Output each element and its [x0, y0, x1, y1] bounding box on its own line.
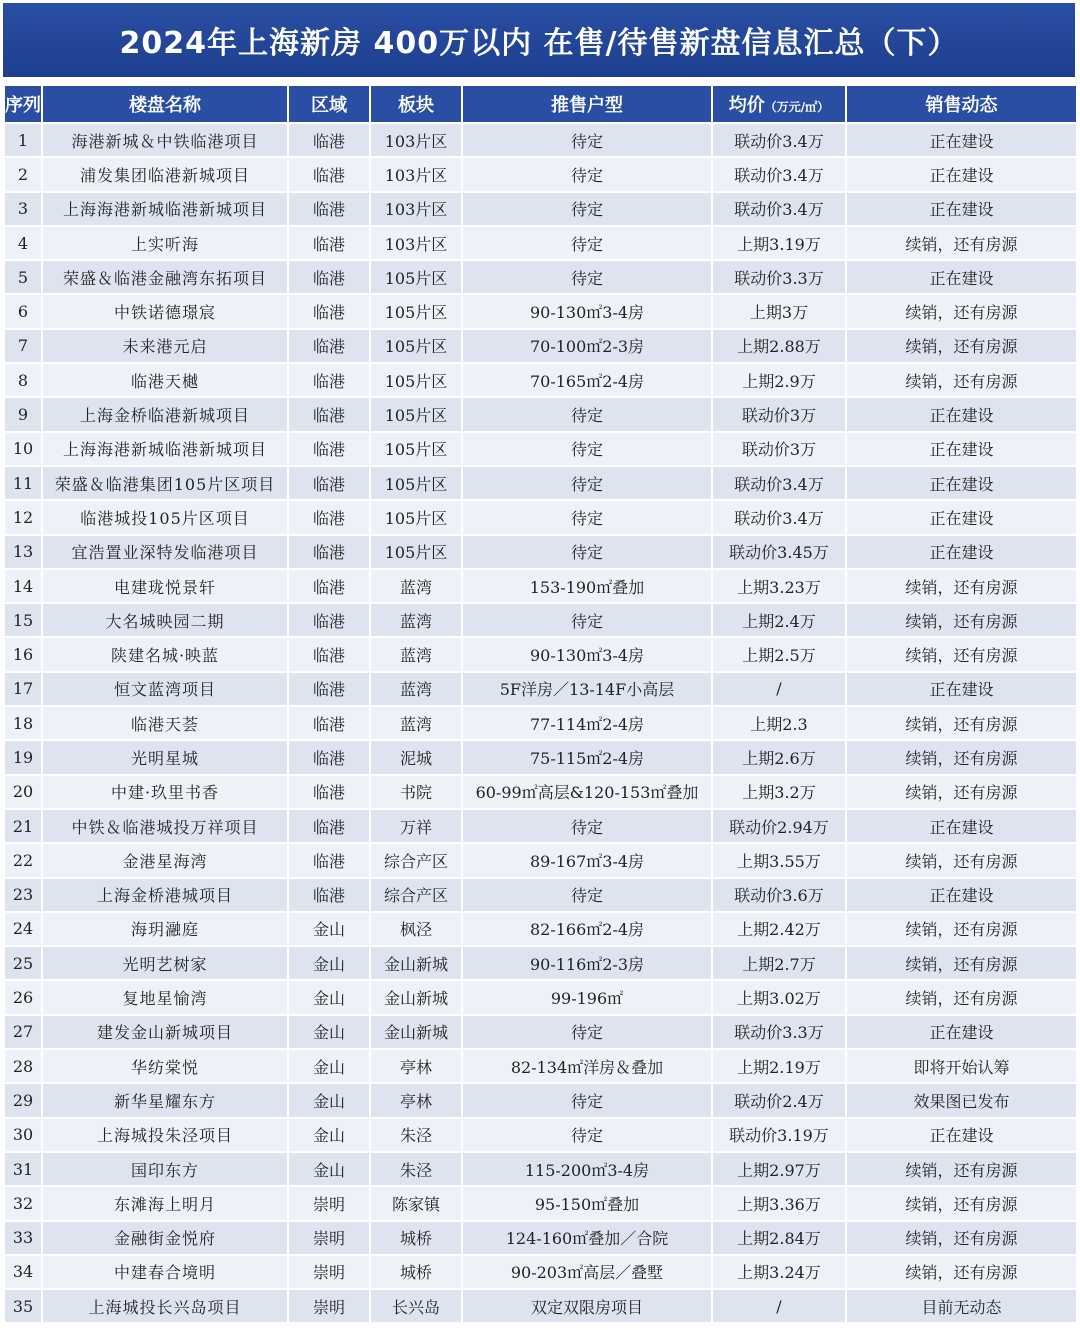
cell-district: 临港 — [288, 878, 370, 912]
table-row — [4, 1186, 1077, 1220]
cell-price: 上期3万 — [712, 294, 846, 328]
table-row — [4, 192, 1077, 226]
cell-district: 临港 — [288, 397, 370, 431]
cell-unit-type: 待定 — [462, 1083, 712, 1117]
cell-name: 金港星海湾 — [42, 843, 288, 877]
cell-status: 效果图已发布 — [846, 1083, 1077, 1117]
cell-unit-type: 115-200㎡3-4房 — [462, 1152, 712, 1186]
cell-district: 临港 — [288, 672, 370, 706]
cell-status: 正在建设 — [846, 500, 1077, 534]
cell-district: 临港 — [288, 500, 370, 534]
cell-block: 陈家镇 — [370, 1186, 462, 1220]
cell-price: 联动价3.3万 — [712, 260, 846, 294]
cell-district: 金山 — [288, 980, 370, 1014]
table-row — [4, 809, 1077, 843]
cell-price: 联动价3.3万 — [712, 1015, 846, 1049]
cell-name: 上海海港新城临港新城项目 — [42, 192, 288, 226]
cell-seq: 22 — [4, 843, 42, 877]
cell-price: 联动价2.94万 — [712, 809, 846, 843]
cell-name: 大名城映园二期 — [42, 603, 288, 637]
cell-name: 光明艺树家 — [42, 946, 288, 980]
cell-district: 金山 — [288, 946, 370, 980]
cell-price: 上期2.7万 — [712, 946, 846, 980]
cell-seq: 35 — [4, 1289, 42, 1323]
cell-name: 中铁＆临港城投万祥项目 — [42, 809, 288, 843]
header-status: 销售动态 — [846, 85, 1077, 123]
cell-seq: 19 — [4, 740, 42, 774]
cell-status: 正在建设 — [846, 157, 1077, 191]
table-row — [4, 878, 1077, 912]
cell-block: 亭林 — [370, 1083, 462, 1117]
cell-block: 105片区 — [370, 500, 462, 534]
cell-unit-type: 双定双限房项目 — [462, 1289, 712, 1323]
cell-name: 华纺棠悦 — [42, 1049, 288, 1083]
header-unit-type: 推售户型 — [462, 85, 712, 123]
cell-name: 中建·玖里书香 — [42, 775, 288, 809]
cell-block: 金山新城 — [370, 1015, 462, 1049]
cell-district: 临港 — [288, 740, 370, 774]
cell-name: 电建珑悦景轩 — [42, 569, 288, 603]
cell-seq: 20 — [4, 775, 42, 809]
cell-status: 续销，还有房源 — [846, 637, 1077, 671]
cell-district: 临港 — [288, 363, 370, 397]
cell-seq: 16 — [4, 637, 42, 671]
table-row — [4, 912, 1077, 946]
cell-status: 正在建设 — [846, 123, 1077, 157]
cell-district: 临港 — [288, 466, 370, 500]
cell-block: 泥城 — [370, 740, 462, 774]
table-row — [4, 363, 1077, 397]
cell-block: 城桥 — [370, 1221, 462, 1255]
cell-name: 海玥瀜庭 — [42, 912, 288, 946]
cell-district: 金山 — [288, 1015, 370, 1049]
table-row — [4, 603, 1077, 637]
cell-name: 上实听海 — [42, 226, 288, 260]
cell-unit-type: 5F洋房／13-14F小高层 — [462, 672, 712, 706]
cell-seq: 32 — [4, 1186, 42, 1220]
table-row — [4, 1152, 1077, 1186]
cell-status: 续销，还有房源 — [846, 912, 1077, 946]
cell-price: 联动价3万 — [712, 397, 846, 431]
cell-status: 正在建设 — [846, 1118, 1077, 1152]
cell-block: 105片区 — [370, 535, 462, 569]
cell-name: 光明星城 — [42, 740, 288, 774]
cell-price: 联动价3.45万 — [712, 535, 846, 569]
cell-block: 105片区 — [370, 432, 462, 466]
header-block: 板块 — [370, 85, 462, 123]
cell-name: 荣盛＆临港金融湾东拓项目 — [42, 260, 288, 294]
table-row — [4, 1118, 1077, 1152]
cell-block: 蓝湾 — [370, 672, 462, 706]
table-row — [4, 946, 1077, 980]
cell-price: 上期3.19万 — [712, 226, 846, 260]
cell-name: 临港天樾 — [42, 363, 288, 397]
cell-seq: 11 — [4, 466, 42, 500]
cell-district: 临港 — [288, 603, 370, 637]
cell-district: 崇明 — [288, 1289, 370, 1323]
cell-unit-type: 待定 — [462, 603, 712, 637]
cell-status: 续销，还有房源 — [846, 603, 1077, 637]
table-row — [4, 1221, 1077, 1255]
cell-status: 续销，还有房源 — [846, 1152, 1077, 1186]
cell-block: 综合产区 — [370, 878, 462, 912]
cell-name: 临港天荟 — [42, 706, 288, 740]
cell-block: 105片区 — [370, 466, 462, 500]
cell-unit-type: 待定 — [462, 500, 712, 534]
header-district: 区域 — [288, 85, 370, 123]
cell-price: 联动价3.4万 — [712, 500, 846, 534]
cell-block: 万祥 — [370, 809, 462, 843]
cell-block: 朱泾 — [370, 1152, 462, 1186]
table-row — [4, 980, 1077, 1014]
table-row — [4, 157, 1077, 191]
cell-seq: 23 — [4, 878, 42, 912]
cell-status: 正在建设 — [846, 260, 1077, 294]
cell-seq: 27 — [4, 1015, 42, 1049]
cell-district: 金山 — [288, 1152, 370, 1186]
cell-district: 临港 — [288, 637, 370, 671]
cell-status: 正在建设 — [846, 809, 1077, 843]
cell-price: 上期2.4万 — [712, 603, 846, 637]
cell-seq: 25 — [4, 946, 42, 980]
cell-price: 联动价3.4万 — [712, 192, 846, 226]
cell-unit-type: 待定 — [462, 466, 712, 500]
table-row — [4, 123, 1077, 157]
table-row — [4, 1015, 1077, 1049]
cell-unit-type: 153-190㎡叠加 — [462, 569, 712, 603]
table-row — [4, 329, 1077, 363]
cell-price: 联动价3.6万 — [712, 878, 846, 912]
cell-district: 临港 — [288, 226, 370, 260]
cell-status: 续销，还有房源 — [846, 980, 1077, 1014]
cell-seq: 6 — [4, 294, 42, 328]
cell-district: 崇明 — [288, 1221, 370, 1255]
cell-block: 亭林 — [370, 1049, 462, 1083]
cell-name: 复地星愉湾 — [42, 980, 288, 1014]
cell-name: 上海金桥港城项目 — [42, 878, 288, 912]
cell-name: 浦发集团临港新城项目 — [42, 157, 288, 191]
cell-unit-type: 待定 — [462, 878, 712, 912]
cell-unit-type: 待定 — [462, 1118, 712, 1152]
cell-status: 续销，还有房源 — [846, 740, 1077, 774]
cell-price: 联动价2.4万 — [712, 1083, 846, 1117]
cell-block: 105片区 — [370, 294, 462, 328]
cell-name: 宜浩置业深特发临港项目 — [42, 535, 288, 569]
cell-status: 正在建设 — [846, 397, 1077, 431]
cell-district: 崇明 — [288, 1255, 370, 1289]
cell-name: 未来港元启 — [42, 329, 288, 363]
cell-district: 临港 — [288, 329, 370, 363]
cell-unit-type: 95-150㎡叠加 — [462, 1186, 712, 1220]
cell-unit-type: 待定 — [462, 157, 712, 191]
cell-price: 上期2.42万 — [712, 912, 846, 946]
cell-name: 陕建名城·映蓝 — [42, 637, 288, 671]
cell-status: 续销，还有房源 — [846, 1186, 1077, 1220]
cell-block: 书院 — [370, 775, 462, 809]
cell-price: 上期2.19万 — [712, 1049, 846, 1083]
cell-name: 新华星耀东方 — [42, 1083, 288, 1117]
cell-status: 目前无动态 — [846, 1289, 1077, 1323]
cell-unit-type: 待定 — [462, 535, 712, 569]
cell-district: 临港 — [288, 775, 370, 809]
cell-price: 上期3.02万 — [712, 980, 846, 1014]
cell-unit-type: 待定 — [462, 123, 712, 157]
cell-unit-type: 60-99㎡高层&120-153㎡叠加 — [462, 775, 712, 809]
cell-name: 东滩海上明月 — [42, 1186, 288, 1220]
cell-status: 续销，还有房源 — [846, 569, 1077, 603]
cell-unit-type: 待定 — [462, 809, 712, 843]
cell-status: 续销，还有房源 — [846, 329, 1077, 363]
cell-seq: 8 — [4, 363, 42, 397]
cell-unit-type: 待定 — [462, 260, 712, 294]
cell-status: 正在建设 — [846, 1015, 1077, 1049]
table-row — [4, 1083, 1077, 1117]
cell-seq: 26 — [4, 980, 42, 1014]
cell-status: 续销，还有房源 — [846, 363, 1077, 397]
cell-price: 联动价3万 — [712, 432, 846, 466]
cell-block: 105片区 — [370, 260, 462, 294]
cell-price: 上期2.97万 — [712, 1152, 846, 1186]
cell-price: 上期2.84万 — [712, 1221, 846, 1255]
header-name: 楼盘名称 — [42, 85, 288, 123]
cell-block: 103片区 — [370, 192, 462, 226]
cell-status: 正在建设 — [846, 535, 1077, 569]
cell-seq: 28 — [4, 1049, 42, 1083]
cell-name: 上海城投长兴岛项目 — [42, 1289, 288, 1323]
table-row — [4, 843, 1077, 877]
cell-price: 上期2.9万 — [712, 363, 846, 397]
cell-name: 金融街金悦府 — [42, 1221, 288, 1255]
cell-name: 国印东方 — [42, 1152, 288, 1186]
cell-price: 联动价3.4万 — [712, 157, 846, 191]
cell-seq: 31 — [4, 1152, 42, 1186]
cell-unit-type: 70-100㎡2-3房 — [462, 329, 712, 363]
cell-unit-type: 待定 — [462, 192, 712, 226]
table-row — [4, 672, 1077, 706]
table-row — [4, 466, 1077, 500]
cell-district: 临港 — [288, 432, 370, 466]
table-row — [4, 740, 1077, 774]
cell-price: 联动价3.19万 — [712, 1118, 846, 1152]
cell-district: 临港 — [288, 706, 370, 740]
cell-price: 上期2.6万 — [712, 740, 846, 774]
cell-block: 蓝湾 — [370, 637, 462, 671]
cell-block: 103片区 — [370, 157, 462, 191]
cell-name: 临港城投105片区项目 — [42, 500, 288, 534]
page-title: 2024年上海新房 400万以内 在售/待售新盘信息汇总（下） — [3, 3, 1075, 77]
table-row — [4, 500, 1077, 534]
cell-block: 103片区 — [370, 226, 462, 260]
cell-status: 正在建设 — [846, 878, 1077, 912]
cell-seq: 33 — [4, 1221, 42, 1255]
cell-price: 上期3.2万 — [712, 775, 846, 809]
table-row — [4, 706, 1077, 740]
table-row — [4, 432, 1077, 466]
cell-block: 长兴岛 — [370, 1289, 462, 1323]
cell-unit-type: 82-134㎡洋房＆叠加 — [462, 1049, 712, 1083]
cell-seq: 10 — [4, 432, 42, 466]
cell-district: 临港 — [288, 260, 370, 294]
table-header-row — [4, 85, 1077, 123]
cell-unit-type: 90-130㎡3-4房 — [462, 637, 712, 671]
cell-seq: 4 — [4, 226, 42, 260]
cell-district: 临港 — [288, 192, 370, 226]
cell-district: 临港 — [288, 809, 370, 843]
cell-seq: 7 — [4, 329, 42, 363]
cell-block: 蓝湾 — [370, 569, 462, 603]
cell-status: 正在建设 — [846, 432, 1077, 466]
cell-unit-type: 70-165㎡2-4房 — [462, 363, 712, 397]
cell-unit-type: 90-130㎡3-4房 — [462, 294, 712, 328]
cell-name: 上海海港新城临港新城项目 — [42, 432, 288, 466]
housing-table — [3, 84, 1078, 1324]
cell-status: 即将开始认筹 — [846, 1049, 1077, 1083]
cell-seq: 2 — [4, 157, 42, 191]
cell-price: / — [712, 672, 846, 706]
cell-seq: 34 — [4, 1255, 42, 1289]
cell-name: 建发金山新城项目 — [42, 1015, 288, 1049]
cell-district: 金山 — [288, 1049, 370, 1083]
cell-seq: 15 — [4, 603, 42, 637]
cell-status: 续销，还有房源 — [846, 706, 1077, 740]
header-price-unit: （万元/㎡） — [764, 100, 830, 114]
cell-status: 正在建设 — [846, 672, 1077, 706]
cell-name: 海港新城＆中铁临港项目 — [42, 123, 288, 157]
table-row — [4, 226, 1077, 260]
cell-block: 金山新城 — [370, 946, 462, 980]
cell-price: 上期3.24万 — [712, 1255, 846, 1289]
cell-price: 联动价3.4万 — [712, 123, 846, 157]
cell-district: 临港 — [288, 294, 370, 328]
cell-price: 上期3.23万 — [712, 569, 846, 603]
cell-block: 综合产区 — [370, 843, 462, 877]
table-row — [4, 1255, 1077, 1289]
cell-seq: 17 — [4, 672, 42, 706]
cell-price: 上期3.55万 — [712, 843, 846, 877]
cell-block: 105片区 — [370, 397, 462, 431]
cell-district: 崇明 — [288, 1186, 370, 1220]
table-row — [4, 1289, 1077, 1323]
table-row — [4, 1049, 1077, 1083]
cell-seq: 1 — [4, 123, 42, 157]
header-price-label: 均价 — [728, 95, 765, 116]
cell-price: 上期2.3 — [712, 706, 846, 740]
cell-seq: 14 — [4, 569, 42, 603]
cell-block: 金山新城 — [370, 980, 462, 1014]
cell-unit-type: 99-196㎡ — [462, 980, 712, 1014]
cell-status: 续销，还有房源 — [846, 1221, 1077, 1255]
cell-block: 103片区 — [370, 123, 462, 157]
cell-block: 朱泾 — [370, 1118, 462, 1152]
cell-unit-type: 90-116㎡2-3房 — [462, 946, 712, 980]
cell-unit-type: 77-114㎡2-4房 — [462, 706, 712, 740]
cell-status: 正在建设 — [846, 192, 1077, 226]
cell-name: 中铁诺德璟宸 — [42, 294, 288, 328]
cell-seq: 30 — [4, 1118, 42, 1152]
cell-status: 续销，还有房源 — [846, 1255, 1077, 1289]
cell-seq: 13 — [4, 535, 42, 569]
cell-seq: 29 — [4, 1083, 42, 1117]
table-row — [4, 775, 1077, 809]
cell-seq: 9 — [4, 397, 42, 431]
cell-unit-type: 待定 — [462, 1015, 712, 1049]
cell-price: / — [712, 1289, 846, 1323]
cell-name: 上海金桥临港新城项目 — [42, 397, 288, 431]
cell-name: 上海城投朱泾项目 — [42, 1118, 288, 1152]
cell-block: 枫泾 — [370, 912, 462, 946]
cell-district: 临港 — [288, 843, 370, 877]
header-price — [712, 85, 846, 123]
cell-seq: 12 — [4, 500, 42, 534]
cell-seq: 5 — [4, 260, 42, 294]
cell-unit-type: 90-203㎡高层／叠墅 — [462, 1255, 712, 1289]
cell-unit-type: 124-160㎡叠加／合院 — [462, 1221, 712, 1255]
cell-seq: 18 — [4, 706, 42, 740]
cell-unit-type: 待定 — [462, 432, 712, 466]
table-body — [4, 123, 1077, 1323]
cell-district: 临港 — [288, 123, 370, 157]
cell-unit-type: 待定 — [462, 226, 712, 260]
cell-block: 城桥 — [370, 1255, 462, 1289]
cell-status: 续销，还有房源 — [846, 946, 1077, 980]
cell-name: 恒文蓝湾项目 — [42, 672, 288, 706]
cell-block: 蓝湾 — [370, 706, 462, 740]
cell-unit-type: 82-166㎡2-4房 — [462, 912, 712, 946]
table-row — [4, 535, 1077, 569]
cell-status: 续销，还有房源 — [846, 843, 1077, 877]
header-seq: 序列 — [4, 85, 42, 123]
cell-block: 蓝湾 — [370, 603, 462, 637]
table-row — [4, 637, 1077, 671]
cell-seq: 3 — [4, 192, 42, 226]
cell-district: 临港 — [288, 569, 370, 603]
cell-block: 105片区 — [370, 329, 462, 363]
table-row — [4, 294, 1077, 328]
cell-district: 金山 — [288, 1118, 370, 1152]
cell-unit-type: 89-167㎡3-4房 — [462, 843, 712, 877]
cell-name: 中建春合境明 — [42, 1255, 288, 1289]
cell-price: 上期2.88万 — [712, 329, 846, 363]
cell-status: 续销，还有房源 — [846, 226, 1077, 260]
cell-block: 105片区 — [370, 363, 462, 397]
cell-seq: 24 — [4, 912, 42, 946]
table-row — [4, 260, 1077, 294]
cell-district: 金山 — [288, 1083, 370, 1117]
cell-status: 续销，还有房源 — [846, 294, 1077, 328]
table-row — [4, 397, 1077, 431]
cell-price: 联动价3.4万 — [712, 466, 846, 500]
cell-seq: 21 — [4, 809, 42, 843]
cell-unit-type: 待定 — [462, 397, 712, 431]
cell-price: 上期2.5万 — [712, 637, 846, 671]
cell-unit-type: 75-115㎡2-4房 — [462, 740, 712, 774]
cell-status: 正在建设 — [846, 466, 1077, 500]
cell-name: 荣盛＆临港集团105片区项目 — [42, 466, 288, 500]
cell-district: 临港 — [288, 535, 370, 569]
cell-district: 金山 — [288, 912, 370, 946]
cell-price: 上期3.36万 — [712, 1186, 846, 1220]
table-row — [4, 569, 1077, 603]
cell-district: 临港 — [288, 157, 370, 191]
cell-status: 续销，还有房源 — [846, 775, 1077, 809]
